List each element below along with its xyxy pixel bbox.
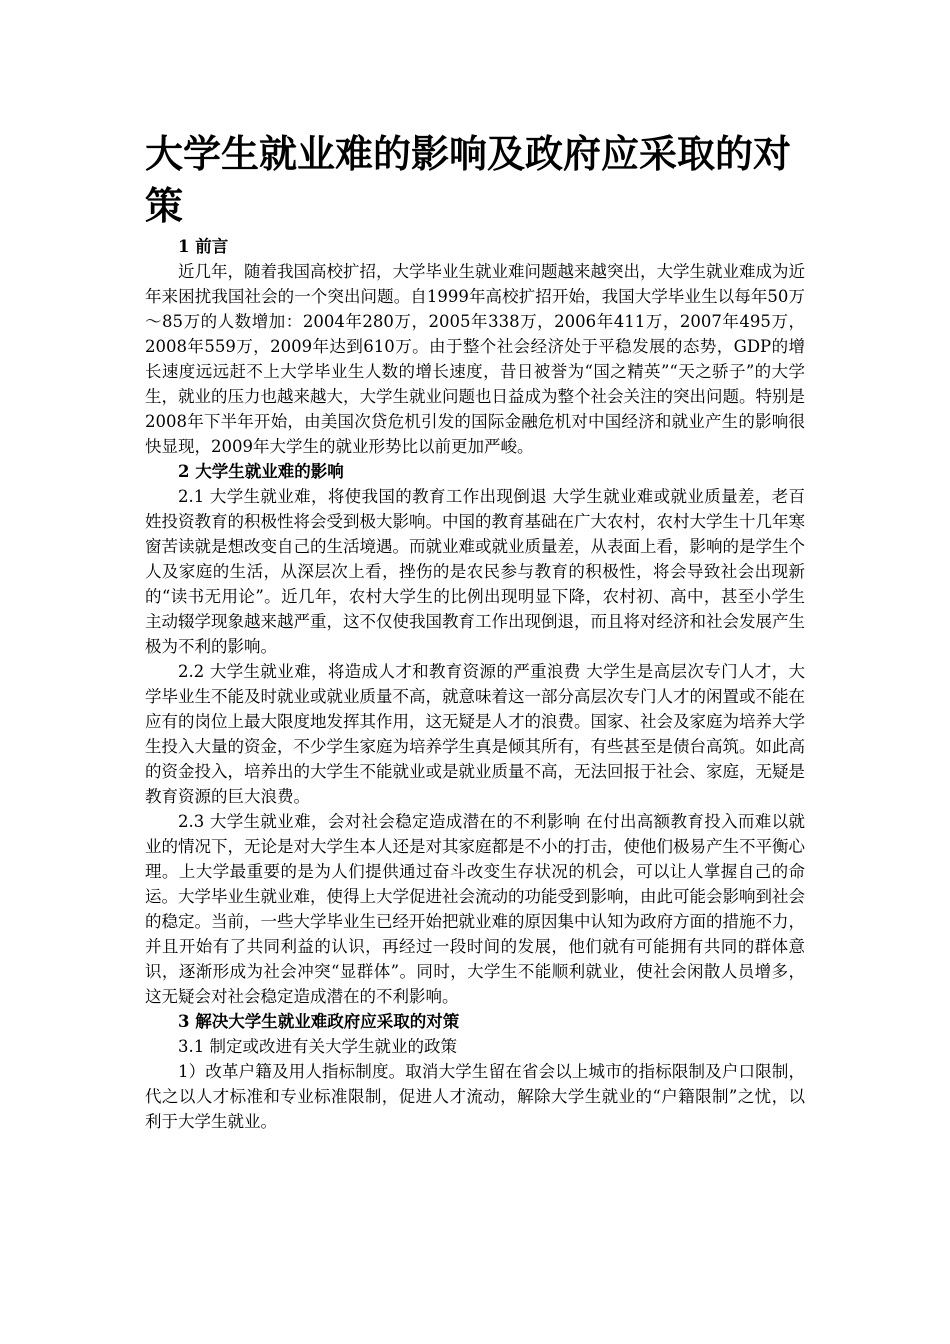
paragraph-intro: 近几年，随着我国高校扩招，大学毕业生就业难问题越来越突出，大学生就业难成为近年来困扰我国社会的一个突出问题。自1999年高校扩招开始，我国大学毕业生以每年50万～85万的人数增加：2004年280万，2005年338万，2006年411万，2007年495万，2008年559万，2009年达到610万。由于整个社会经济处于平稳发展的态势，GDP的增长速度远远赶不上大学毕业生人数的增长速度，昔日被誉为“国之精英”“天之骄子”的大学生，就业的压力也越来越大，大学生就业问题也日益成为整个社会关注的突出问题。特别是2008年下半年开始，由美国次贷危机引发的国际金融危机对中国经济和就业产生的影响很快显现，2009年大学生的就业形势比以前更加严峻。 — [145, 262, 805, 456]
section-heading-3: 3 解决大学生就业难政府应采取的对策 — [178, 1012, 460, 1031]
section-heading-2: 2 大学生就业难的影响 — [178, 462, 344, 481]
paragraph-2-3: 2.3 大学生就业难，会对社会稳定造成潜在的不利影响 在付出高额教育投入而难以就业的情况下，无论是对大学生本人还是对其家庭都是不小的打击，使他们极易产生不平衡心理。上大学最重要的是为人们提供通过奋斗改变生存状况的机会，可以让人掌握自己的命运。大学毕业生就业难，使得上大学促进社会流动的功能受到影响，由此可能会影响到社会的稳定。当前，一些大学毕业生已经开始把就业难的原因集中认知为政府方面的措施不力，并且开始有了共同利益的认识，再经过一段时间的发展，他们就有可能拥有共同的群体意识，逐渐形成为社会冲突“显群体”。同时，大学生不能顺利就业，使社会闲散人员增多，这无疑会对社会稳定造成潜在的不利影响。 — [145, 812, 805, 1006]
paragraph-3-1-1: 1）改革户籍及用人指标制度。取消大学生留在省会以上城市的指标限制及户口限制，代之以人才标准和专业标准限制，促进人才流动，解除大学生就业的“户籍限制”之忧，以利于大学生就业。 — [145, 1062, 805, 1131]
section-heading-1: 1 前言 — [178, 237, 229, 256]
paragraph-2-1: 2.1 大学生就业难，将使我国的教育工作出现倒退 大学生就业难或就业质量差，老百姓投资教育的积极性将会受到极大影响。中国的教育基础在广大农村，农村大学生十几年寒窗苦读就是想改变自己的生活境遇。而就业难或就业质量差，从表面上看，影响的是学生个人及家庭的生活，从深层次上看，挫伤的是农民参与教育的积极性，将会导致社会出现新的“读书无用论”。近几年，农村大学生的比例出现明显下降，农村初、高中，甚至小学生主动辍学现象越来越严重，这不仅使我国教育工作出现倒退，而且将对经济和社会发展产生极为不利的影响。 — [145, 487, 805, 656]
document-title: 大学生就业难的影响及政府应采取的对策 — [145, 131, 792, 228]
document-page — [145, 128, 805, 1134]
paragraph-2-2: 2.2 大学生就业难，将造成人才和教育资源的严重浪费 大学生是高层次专门人才，大学毕业生不能及时就业或就业质量不高，就意味着这一部分高层次专门人才的闲置或不能在应有的岗位上最大限度地发挥其作用，这无疑是人才的浪费。国家、社会及家庭为培养大学生投入大量的资金，不少学生家庭为培养学生真是倾其所有，有些甚至是债台高筑。如此高的资金投入，培养出的大学生不能就业或是就业质量不高，无法回报于社会、家庭，无疑是教育资源的巨大浪费。 — [145, 662, 805, 806]
subsection-heading-3-1: 3.1 制定或改进有关大学生就业的政策 — [178, 1037, 457, 1056]
